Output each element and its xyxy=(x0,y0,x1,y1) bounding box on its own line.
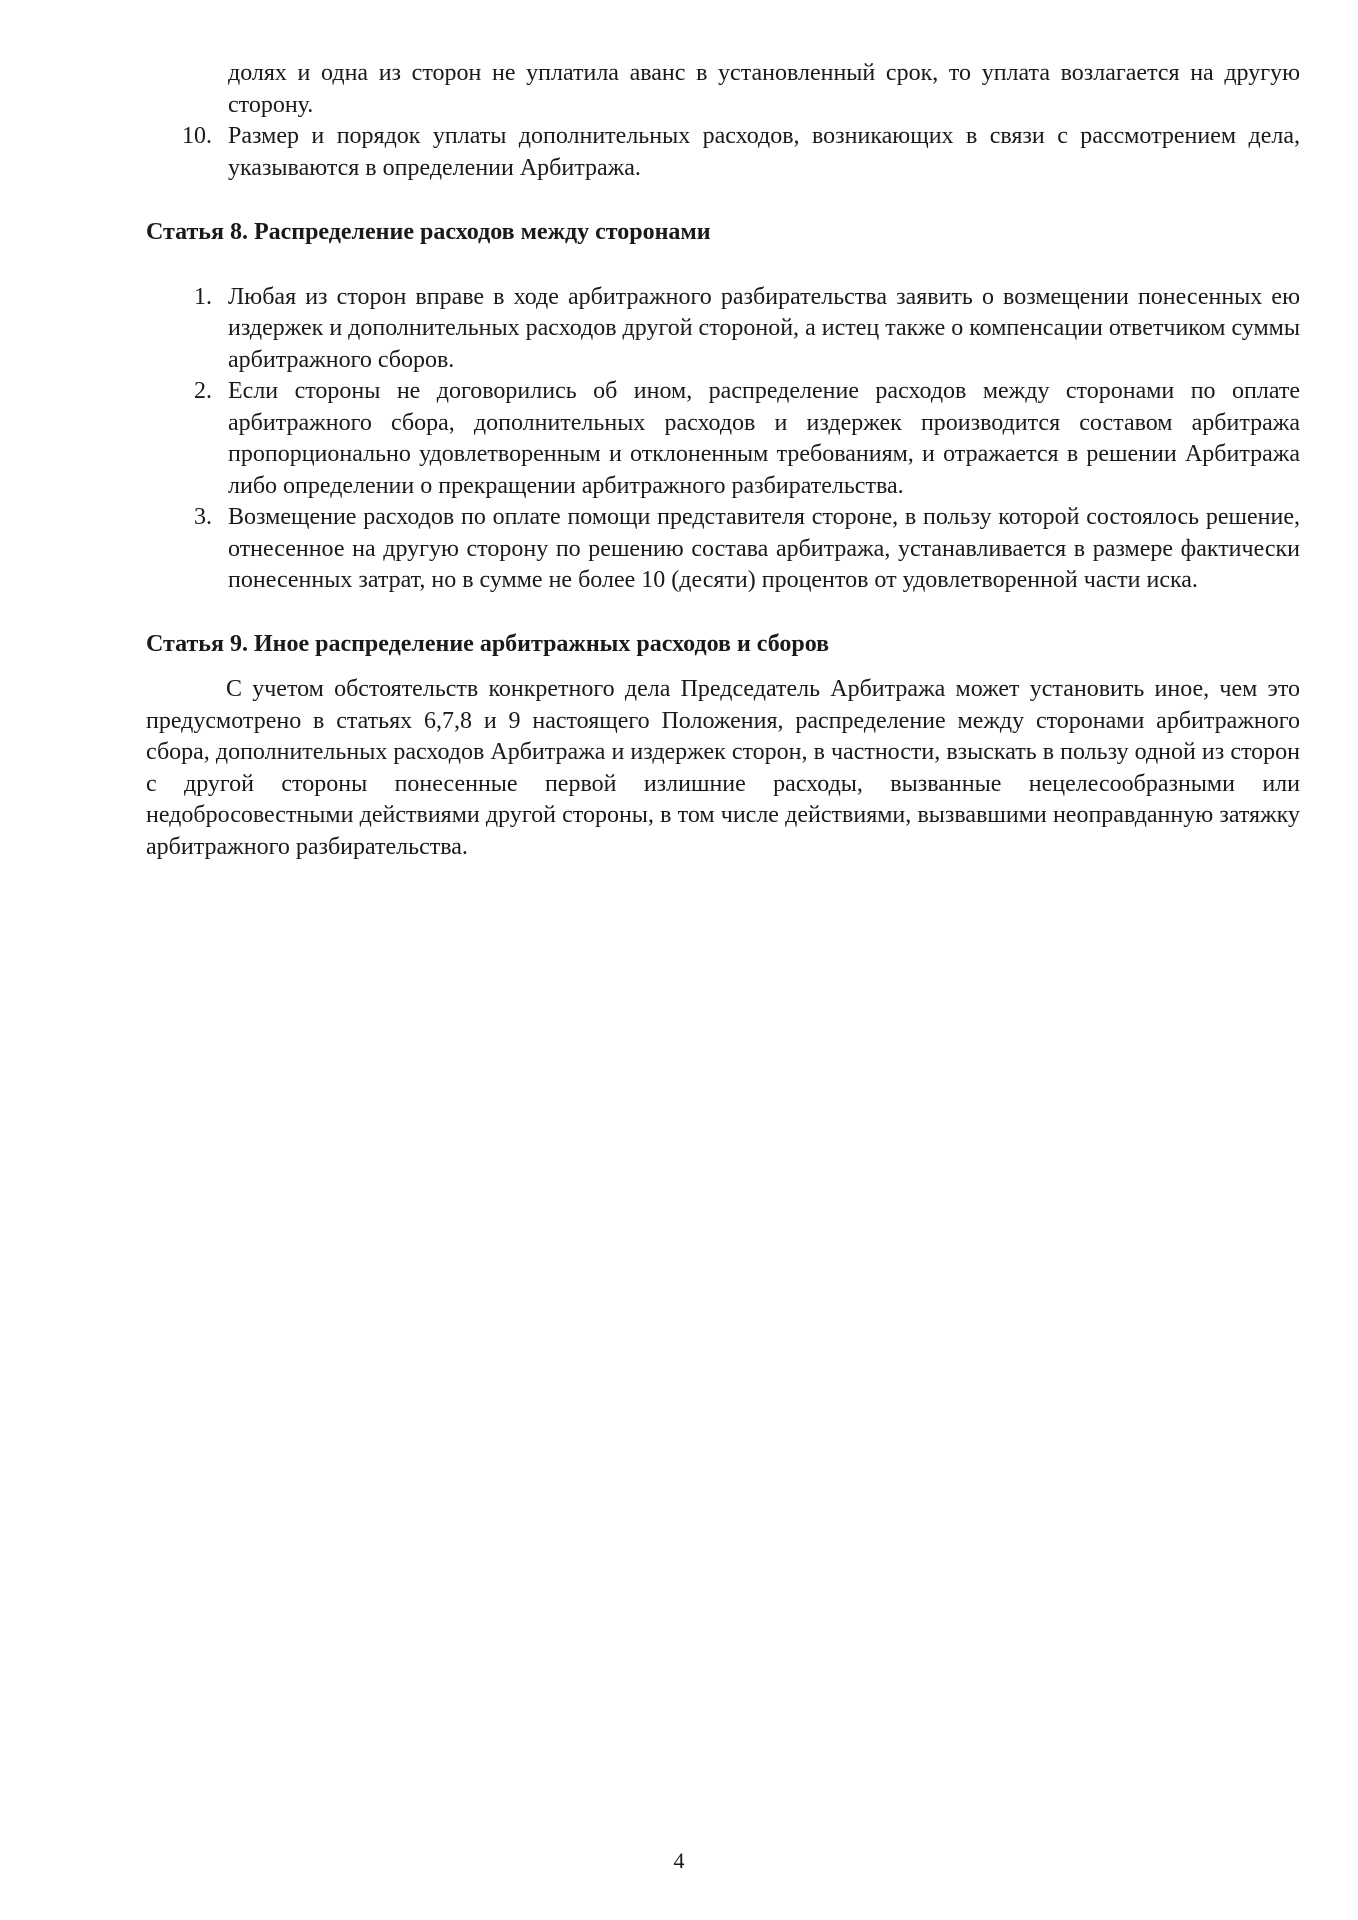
article-9-paragraph: С учетом обстоятельств конкретного дела Председатель Арбитража может установить иное, чем это предусмотрено в статьях 6,7,8 и 9 настоящего Положения, распределение между сторонами арбитражного сбора, дополнительных расходов Арбитража и издержек сторон, в частности, взыскать в пользу одной из сторон с другой стороны понесенные первой излишние расходы, вызванные нецелесообразными или недобросовестными действиями другой стороны, в том числе действиями, вызвавшими неоправданную затяжку арбитражного разбирательства. xyxy=(146,676,1300,860)
article-8-item-1 xyxy=(146,282,1300,377)
list-item-number: 3. xyxy=(194,504,212,530)
list-item-number: 2. xyxy=(194,378,212,404)
list-item-text: Размер и порядок уплаты дополнительных расходов, возникающих в связи с рассмотрением дела, указываются в определении Арбитража. xyxy=(228,123,1300,181)
article-8-item-2 xyxy=(146,376,1300,502)
list-item-text: Если стороны не договорились об ином, распределение расходов между сторонами по оплате арбитражного сбора, дополнительных расходов и издержек производится составом арбитража пропорционально удовлетворенным и отклоненным требованиям, и отражается в решении Арбитража либо определении о прекращении арбитражного разбирательства. xyxy=(228,378,1300,499)
list-item-number: 1. xyxy=(194,283,212,310)
list-item-number: 10. xyxy=(182,123,212,149)
article-8-heading: Статья 8. Распределение расходов между сторонами xyxy=(146,219,711,245)
page-number: 4 xyxy=(673,1848,685,1873)
continuation-text: долях и одна из сторон не уплатила аванс в установленный срок, то уплата возлагается на другую сторону. xyxy=(228,60,1300,118)
article-9-heading: Статья 9. Иное распределение арбитражных расходов и сборов xyxy=(146,630,830,657)
article-8-item-3 xyxy=(146,502,1300,597)
list-item-10 xyxy=(146,121,1300,184)
list-item-text: Возмещение расходов по оплате помощи представителя стороне, в пользу которой состоялось решение, отнесенное на другую сторону по решению состава арбитража, устанавливается в размере фактически понесенных затрат, но в сумме не более 10 (десяти) процентов от удовлетворенной части иска. xyxy=(228,504,1300,593)
page-content xyxy=(146,58,1300,863)
list-item-text: Любая из сторон вправе в ходе арбитражного разбирательства заявить о возмещении понесенных ею издержек и дополнительных расходов другой стороной, а истец также о компенсации ответчиком суммы арбитражного сборов. xyxy=(228,283,1300,373)
